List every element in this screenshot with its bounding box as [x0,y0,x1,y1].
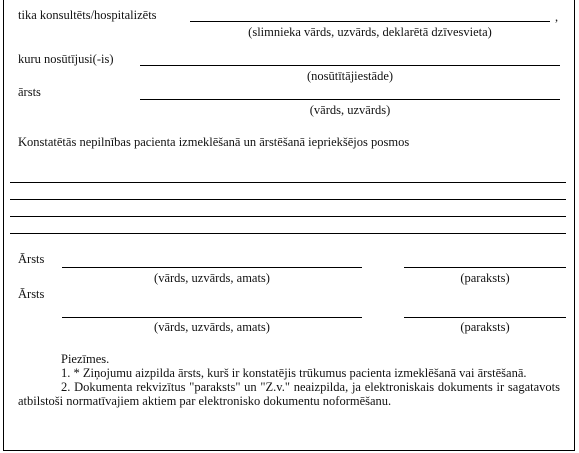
notes-item-2: 2. Dokumenta rekvizītus "paraksts" un "Z.v." neaizpilda, ja elektroniskais dokuments ir sagatavots atbilstoši normatīvajiem aktiem par elektronisko dokumentu noformēšanu. [18,380,560,408]
hospitalized-comma: , [555,10,559,24]
patient-line[interactable] [190,21,550,22]
findings-line-4[interactable] [10,233,566,234]
referrer-line[interactable] [140,65,560,66]
signature2-name-line[interactable] [62,317,362,318]
doctor-caption: (vārds, uzvārds) [309,103,391,117]
signature2-sign-line[interactable] [404,317,566,318]
findings-line-3[interactable] [10,216,566,217]
signature2-caption: (vārds, uzvārds, amats) [154,320,270,334]
findings-line-1[interactable] [10,182,566,183]
hospitalized-label: tika konsultēts/hospitalizēts [18,8,157,22]
notes-title: Piezīmes. [61,352,110,366]
patient-caption: (slimnieka vārds, uzvārds, deklarētā dzīvesvieta) [248,25,492,39]
signature1-label: Ārsts [18,252,45,266]
signature1-name-line[interactable] [62,267,362,268]
notes-section [18,352,560,408]
notes-item-1: 1. * Ziņojumu aizpilda ārsts, kurš ir konstatējis trūkumus pacienta izmeklēšanā vai ārstēšanā. [61,366,527,380]
doctor-line[interactable] [140,99,560,100]
signature2-sign-caption: (paraksts) [460,320,510,334]
signature1-caption: (vārds, uzvārds, amats) [154,271,270,285]
doctor-label: ārsts [18,85,41,99]
referrer-label: kuru nosūtījusi(-is) [18,52,114,66]
signature1-sign-line[interactable] [404,267,566,268]
findings-line-2[interactable] [10,199,566,200]
signature2-label: Ārsts [18,287,45,301]
signature1-sign-caption: (paraksts) [460,271,510,285]
referrer-caption: (nosūtītājiestāde) [306,69,394,83]
findings-label: Konstatētās nepilnības pacienta izmeklēšanā un ārstēšanā iepriekšējos posmos [18,135,410,149]
